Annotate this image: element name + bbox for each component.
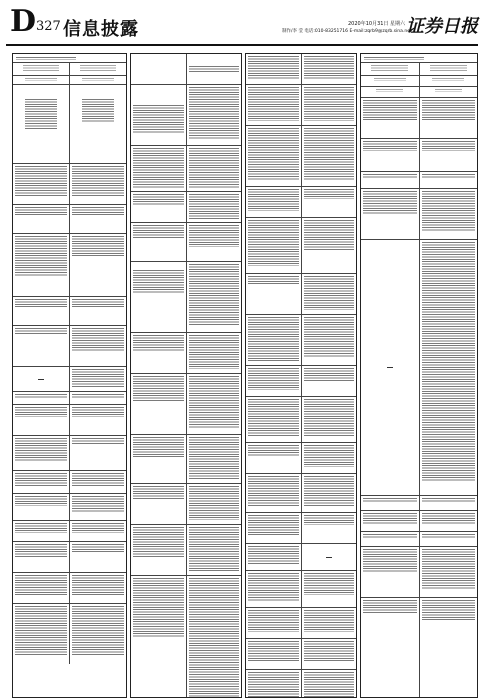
table-row xyxy=(246,125,356,186)
table-row xyxy=(13,391,126,404)
table-row xyxy=(13,366,126,391)
table-row xyxy=(361,597,477,698)
table-row xyxy=(246,638,356,669)
table-row xyxy=(13,541,126,572)
table-row xyxy=(361,510,477,531)
table-row xyxy=(246,473,356,512)
table-row xyxy=(246,512,356,543)
table-row xyxy=(13,204,126,233)
table-row xyxy=(361,546,477,597)
table-row xyxy=(13,75,126,84)
section-letter: D xyxy=(10,4,37,39)
table-row xyxy=(246,669,356,698)
table-row xyxy=(13,62,126,75)
table-row xyxy=(13,520,126,541)
table-row xyxy=(13,163,126,204)
table-row xyxy=(13,603,126,664)
table-row xyxy=(246,54,356,84)
table-row xyxy=(13,84,126,163)
page-number: 327 xyxy=(36,19,61,34)
table-row xyxy=(13,572,126,603)
table-row xyxy=(131,373,241,434)
table-row xyxy=(131,54,241,84)
table-row xyxy=(361,97,477,138)
table-row xyxy=(246,543,356,570)
table-row xyxy=(361,239,477,495)
page-header xyxy=(6,6,478,42)
table-row xyxy=(246,607,356,638)
table-row xyxy=(13,233,126,296)
editor-contact: 制作/李 莹 电话:010-83251716 E-mail:zqrb9@zqrb.sina.net xyxy=(282,29,412,34)
table-row xyxy=(13,296,126,325)
section-title: 信息披露 xyxy=(63,19,139,40)
table-row xyxy=(361,531,477,546)
column-title xyxy=(16,57,123,60)
table-row xyxy=(131,191,241,222)
content-columns xyxy=(12,53,478,698)
table-row xyxy=(13,470,126,493)
table-row xyxy=(246,396,356,442)
table-row xyxy=(361,75,477,86)
table-row xyxy=(131,84,241,145)
column-title xyxy=(364,57,474,60)
column-2 xyxy=(130,53,242,698)
table-row xyxy=(131,524,241,575)
column-4 xyxy=(360,53,478,698)
table-row xyxy=(13,435,126,470)
table-row xyxy=(361,138,477,171)
table-row xyxy=(361,86,477,97)
table-row xyxy=(246,314,356,365)
column-3 xyxy=(245,53,357,698)
table-row xyxy=(361,188,477,239)
table-row xyxy=(246,84,356,125)
table-row xyxy=(246,186,356,217)
newspaper-logo: 证券日报 xyxy=(406,16,478,37)
table-row xyxy=(13,404,126,435)
table-row xyxy=(361,171,477,188)
table-row xyxy=(131,483,241,524)
table-row xyxy=(246,217,356,273)
table-row xyxy=(13,325,126,366)
table-row xyxy=(361,495,477,510)
table-row xyxy=(246,273,356,314)
table-row xyxy=(13,493,126,520)
table-row xyxy=(246,570,356,607)
table-row xyxy=(246,365,356,396)
table-row xyxy=(131,332,241,373)
table-row xyxy=(361,62,477,75)
column-1 xyxy=(12,53,127,698)
table-row xyxy=(131,145,241,191)
table-row xyxy=(246,442,356,473)
table-row xyxy=(131,575,241,698)
table-row xyxy=(131,261,241,332)
date-line: 2020年10月31日 星期六 xyxy=(348,21,406,27)
table-row xyxy=(131,434,241,483)
table-row xyxy=(131,222,241,261)
header-rule xyxy=(6,44,478,46)
